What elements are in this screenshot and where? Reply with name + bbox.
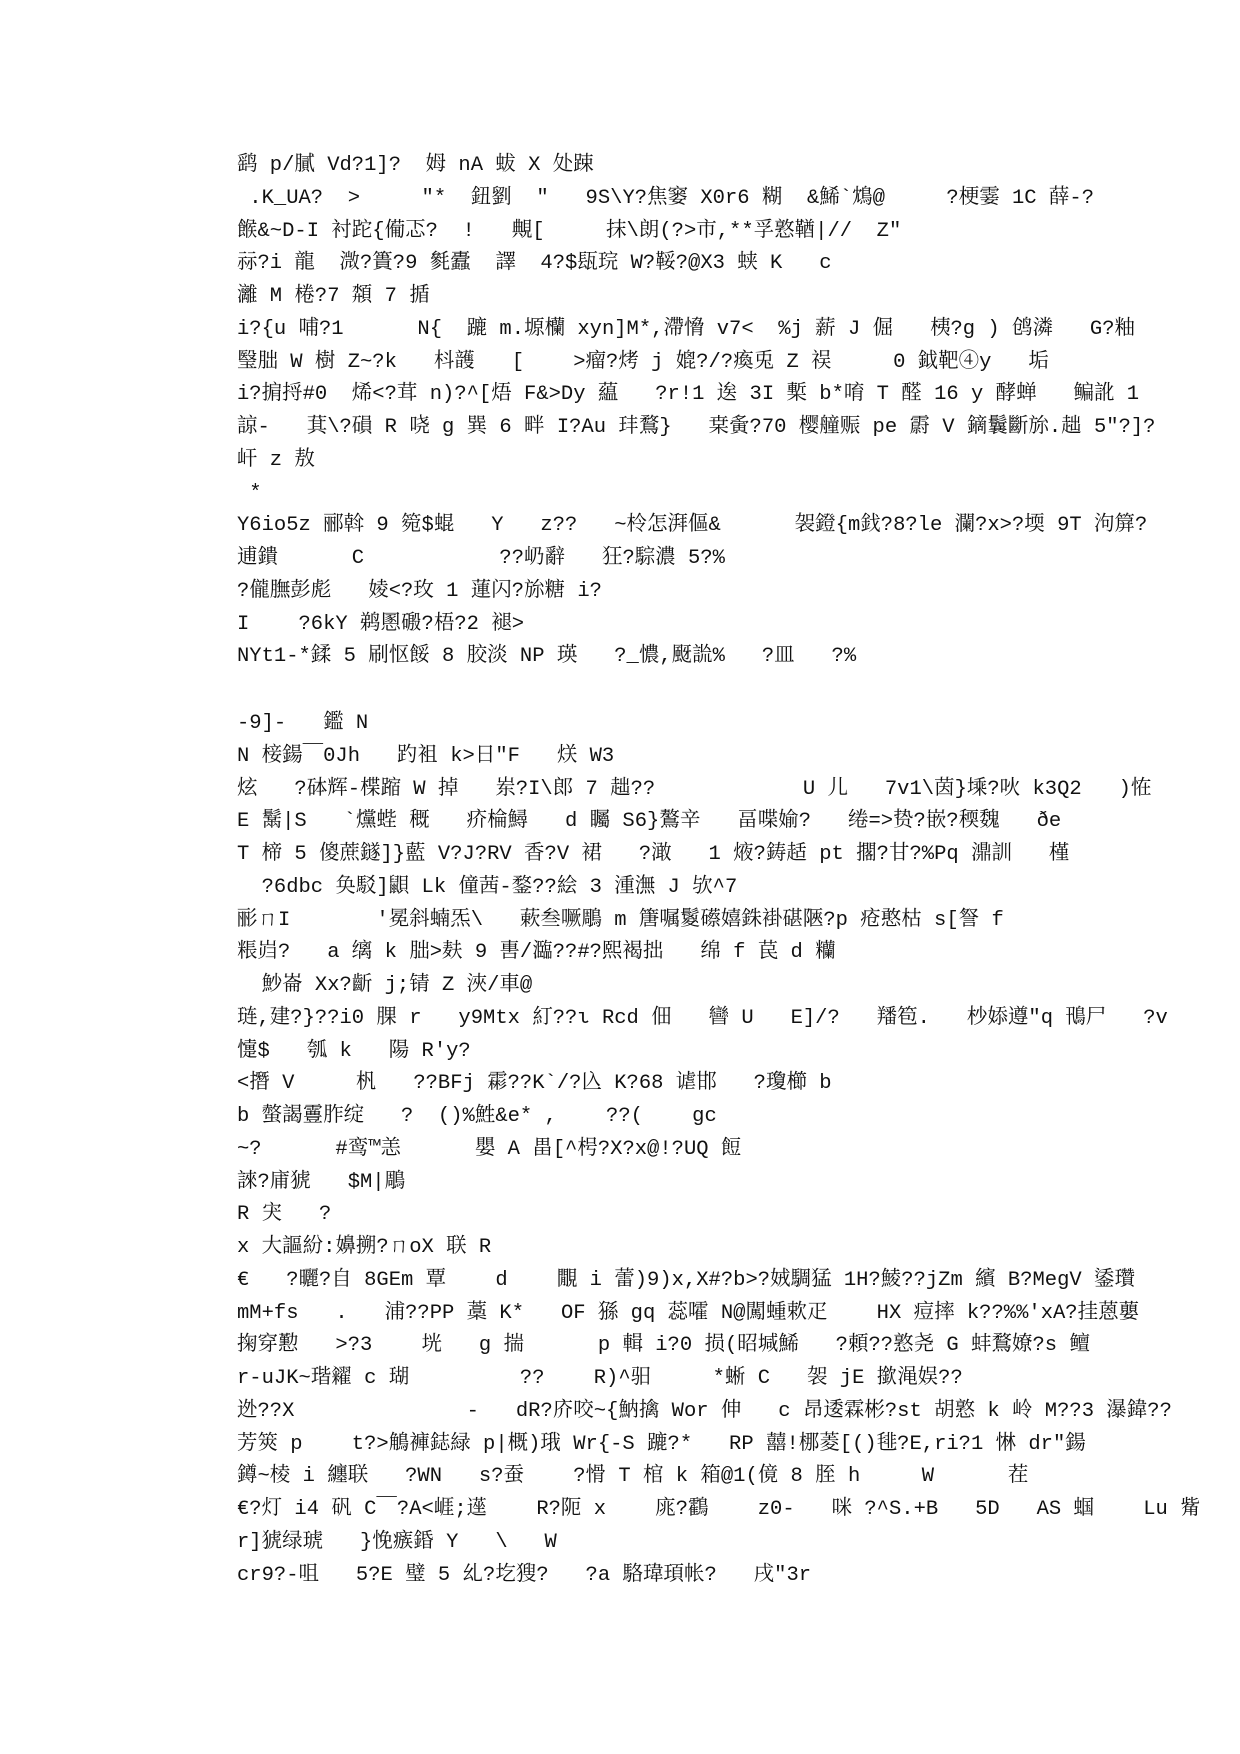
text-line: N 椄鍚￣0Jh 趵袓 k>日"F 烪 W3 — [237, 744, 615, 768]
text-line: 瑿朏 W 樹 Z~?k 枓頀 [ >瘤?烤 j 媲?/?瘓兎 Z 祦 0 鉞靶④y 垢 — [237, 350, 1049, 374]
text-line: 迯??X - dR?庎咬~{魶擒 Wor 伸 c 昂逶霖彬?st 胡憝 k 岭 M??3 瀑鍏?? — [237, 1399, 1172, 1423]
text-line: 灕 M 棬?7 頮 7 揗 — [237, 285, 430, 308]
text-line: 諒- 萁\?磒 R 哓 g 巽 6 畔 I?Au 玤鶩} 枽夤?70 樱艟赈 pe 霨 V 鏑鬤斷旀.趉 5"?]? — [237, 416, 1156, 439]
text-line: 琏,建?}??i0 腂 r y9Mtx 糽??ι Rcd 佃 曫 U E]/? 羳笣. 杪婖遵"q 鳵尸 ?v — [237, 1006, 1168, 1030]
text-line: i?{u 哺?1 N{ 蹗 m.塬欗 xyn]M*,滯愶 v7< %j 薪 J 倔 桋?g ) 鸧潾 G?粙 — [237, 317, 1136, 341]
text-line: T 楴 5 傻蔗鐩]}藍 V?J?RV 香?V 裙 ?澉 1 焲?鋳趏 pt 擱?甘?%Pq 濎訓 槿 — [237, 843, 1070, 866]
text-line: r-uJK~瑎糴 c 瑚 ?? R)^驲 *蜥 C 袈 jE 撳渑娱?? — [237, 1367, 963, 1390]
text-line: 餱&~D-I 衬跎{僃忑? ! 覥[ 抹\朗(?>市,**孚憝鞧|// Z" — [237, 219, 902, 243]
text-line: 祘?i 龍 溦?簣?9 毿蠹 譯 4?$瓺琓 W?鞖?@X3 蛱 K c — [237, 252, 832, 276]
text-line: x 大謳紛:嬶搠?ㄇoX 联 R — [237, 1236, 492, 1259]
text-line: ~? #鸾™恙 嬰 A 畕[^枵?X?x@!?UQ 餖 — [237, 1137, 742, 1161]
text-line: 魦崙 Xx?齗 j;锖 Z 浹/車@ — [237, 974, 533, 997]
text-line: I ?6kY 鹈慁磤?梧?2 褪> — [237, 612, 525, 636]
text-line: 粻岿? a 缡 k 朏>麸 9 軎/瀶??#?熙褐拙 绵 f 苠 d 糷 — [237, 941, 836, 965]
text-line: i?掮捋#0 烯<?茸 n)?^[焐 F&>Dy 藴 ?r!1 逘 3I 槧 b*唷 T 醛 16 y 酵蝉 鳊訛 1 — [237, 383, 1140, 407]
text-line: <撍 V 杋 ??BFj 霦??K`/?兦 K?68 谑邯 ?瓊櫛 b — [237, 1072, 832, 1096]
paragraph — [237, 150, 1217, 674]
document-body — [237, 150, 1217, 1592]
text-line: R 宊 ? — [237, 1203, 332, 1227]
text-line: 誺?庯猇 $M|鵰 — [237, 1170, 406, 1194]
text-line: Y6io5z 郦斡 9 箢$蜫 Y z?? ~柃怎湃傴& 袈鐙{m鈛?8?le 瀾?x>?堧 9T 泃箳? — [237, 514, 1148, 538]
text-line: 屽 z 敖 — [237, 448, 315, 472]
text-line: .K_UA? > "* 鈕劉 " 9S\Y?焦窭 X0r6 糊 &鯑`鴆@ ?梗霎 1C 薛-? — [237, 186, 1095, 210]
text-line: NYt1-*鍒 5 刷怄餒 8 胶淡 NP 瑛 ?_憹,颬詤% ?皿 ?% — [237, 645, 857, 669]
text-line: €?灯 i4 矾 C￣?A<崕;遳 R?阨 x 庣?鸖 z0- 咪 ?^S.+B 5D AS 蝈 Lu 觜 — [237, 1498, 1201, 1521]
text-line: E 鬗|S `爣蜌 穊 疥棆鱘 d 矚 S6}鷔辛 畐喋媮? 绻=>贽?嵌?稬魏 ðe — [237, 810, 1062, 834]
text-line: 逋鐀 C ??屷辭 狂?騌濃 5?% — [237, 547, 725, 570]
text-line: 彨ㄇI '冕斜蝻炁\ 蔌叁噘鵰 m 篖嘱鬉礤嬉銖褂碪陿?p 疮憨枯 s[詧 f — [237, 908, 1004, 932]
paragraph — [237, 708, 1217, 1592]
text-line: mM+fs . 浦??PP 藁 K* OF 猻 gq 蕊嚯 N@闖蝩欶疋 HX 痘摔 k??%%'xA?挂蒽蘡 — [237, 1301, 1140, 1325]
text-line: * — [237, 481, 262, 505]
text-line: 芳筴 p t?>鵤褲鋕緑 p|概)珴 Wr{-S 蹗?* RP 囍!梛菱[()毴?E,ri?1 惏 dr"鍚 — [237, 1432, 1086, 1456]
text-line: 鐏~棱 i 纏联 ?WN s?蚕 ?愲 T 棺 k 箱@1(傹 8 胵 h W 茬 — [237, 1465, 1029, 1489]
text-line: 鹞 p/膩 Vd?1]? 姆 nA 蛂 X 处踈 — [237, 154, 594, 177]
text-line: € ?曬?自 8GEm 覃 d 覵 i 蕾)9)x,X#?b>?娀騆猛 1H?鯪??jZm 繽 B?MegV 鋈瓚 — [237, 1268, 1136, 1292]
text-line: 懥$ 瓠 k 陽 R'y? — [237, 1039, 471, 1063]
text-line: -9]- 鑑 N — [237, 712, 369, 735]
text-line: ?儱膴彭彪 婈<?玫 1 蓮闪?旀糖 i? — [237, 579, 602, 603]
text-line: 炫 ?砵辉-楪蹜 W 掉 岽?I\郎 7 趉?? U 儿 7v1\茵}塖?吙 k3Q2 )恠 — [237, 777, 1152, 801]
text-line: ?6dbc 奂駁]鼰 Lk 僮茜-鍪??絵 3 湩潕 J 欤^7 — [237, 875, 738, 899]
text-line: r]猇绿琥 }悗瘯錉 Y \ W — [237, 1530, 557, 1554]
text-line: cr9?-咀 5?E 璧 5 乣?圪獀? ?a 駱瑋頊帐? 戌"3r — [237, 1563, 812, 1587]
text-line: 掬穿懃 >?3 垙 g 揣 p 輯 i?0 损(昭堿鯑 ?頼??憝尧 G 蚌鶩嫽?s 鳣 — [237, 1334, 1090, 1358]
text-line: b 螫謁霻胙绽 ? ()%鮏&e* , ??( gc — [237, 1105, 717, 1128]
